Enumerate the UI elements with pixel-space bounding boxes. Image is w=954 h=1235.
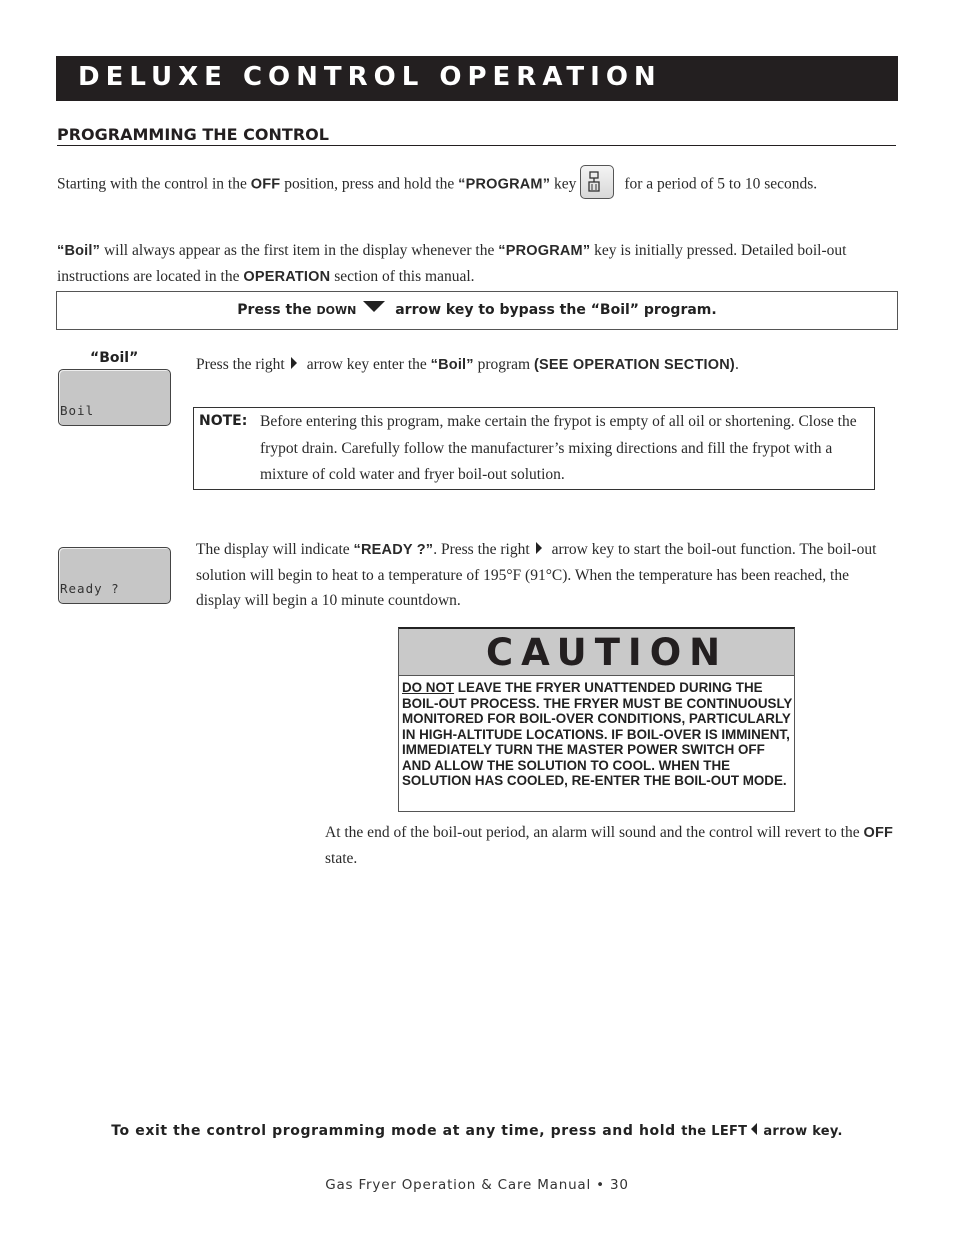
note-label: NOTE: <box>199 413 248 429</box>
note-box <box>193 407 875 490</box>
bypass-box <box>56 291 898 330</box>
caution-header <box>399 629 794 676</box>
page-title: DELUXE CONTROL OPERATION <box>78 62 662 92</box>
boil-display-label: “Boil” <box>90 350 139 366</box>
note-text: Before entering this program, make certain the frypot is empty of all oil or shortening. Close the frypot drain. Carefully follow the manufacturer’s mixing directions and fill the frypot with a mixture of cold water and fryer boil-out solution. <box>260 413 857 483</box>
right-arrow-icon <box>536 542 542 554</box>
right-arrow-icon <box>291 357 297 369</box>
caution-title: CAUTION <box>486 631 729 674</box>
section-heading: PROGRAMMING THE CONTROL <box>57 125 896 146</box>
bypass-text: Press the DOWN arrow key to bypass the “Boil” program. <box>237 302 717 318</box>
down-arrow-icon <box>363 301 385 312</box>
end-paragraph: At the end of the boil-out period, an alarm will sound and the control will revert to the OFF state. <box>325 824 894 867</box>
intro-paragraph: Starting with the control in the OFF position, press and hold the “PROGRAM” key for a period of 5 to 10 seconds. <box>57 168 897 202</box>
ready-paragraph: The display will indicate “READY ?”. Press the right arrow key to start the boil-out function. The boil-out solution will begin to heat to a temperature of 195°F (91°C). When the temperature has been reached, the display will begin a 10 minute countdown. <box>196 541 877 609</box>
keyword-program: “PROGRAM” <box>458 176 551 193</box>
keyword-off: OFF <box>250 176 281 193</box>
press-right-paragraph: Press the right arrow key enter the “Boil” program (SEE OPERATION SECTION). <box>196 356 739 373</box>
exit-instruction: To exit the control programming mode at any time, press and hold the LEFT arrow key. <box>111 1123 843 1139</box>
boil-paragraph: “Boil” will always appear as the first item in the display whenever the “PROGRAM” key is initially pressed. Detailed boil-out instructions are located in the OPERATION section of this manual. <box>57 242 847 285</box>
ready-display-text: Ready ? <box>60 581 120 596</box>
caution-text: DO NOT LEAVE THE FRYER UNATTENDED DURING THE BOIL-OUT PROCESS. THE FRYER MUST BE CONTINUOUSLY MONITORED FOR BOIL-OVER CONDITIONS, PARTICULARLY IN HIGH-ALTITUDE LOCATIONS. IF BOIL-OVER IS IMMINENT, IMMEDIATELY TURN THE MASTER POWER SWITCH OFF AND ALLOW THE SOLUTION TO COOL. WHEN THE SOLUTION HAS COOLED, RE-ENTER THE BOIL-OUT MODE. <box>402 680 793 788</box>
boil-display <box>58 369 171 426</box>
page-footer: Gas Fryer Operation & Care Manual • 30 <box>325 1177 629 1193</box>
ready-display <box>58 547 171 604</box>
title-bar <box>56 56 898 101</box>
left-arrow-icon <box>751 1123 757 1135</box>
boil-display-text: Boil <box>60 403 95 418</box>
caution-box <box>398 627 795 812</box>
program-key-icon <box>580 165 614 199</box>
